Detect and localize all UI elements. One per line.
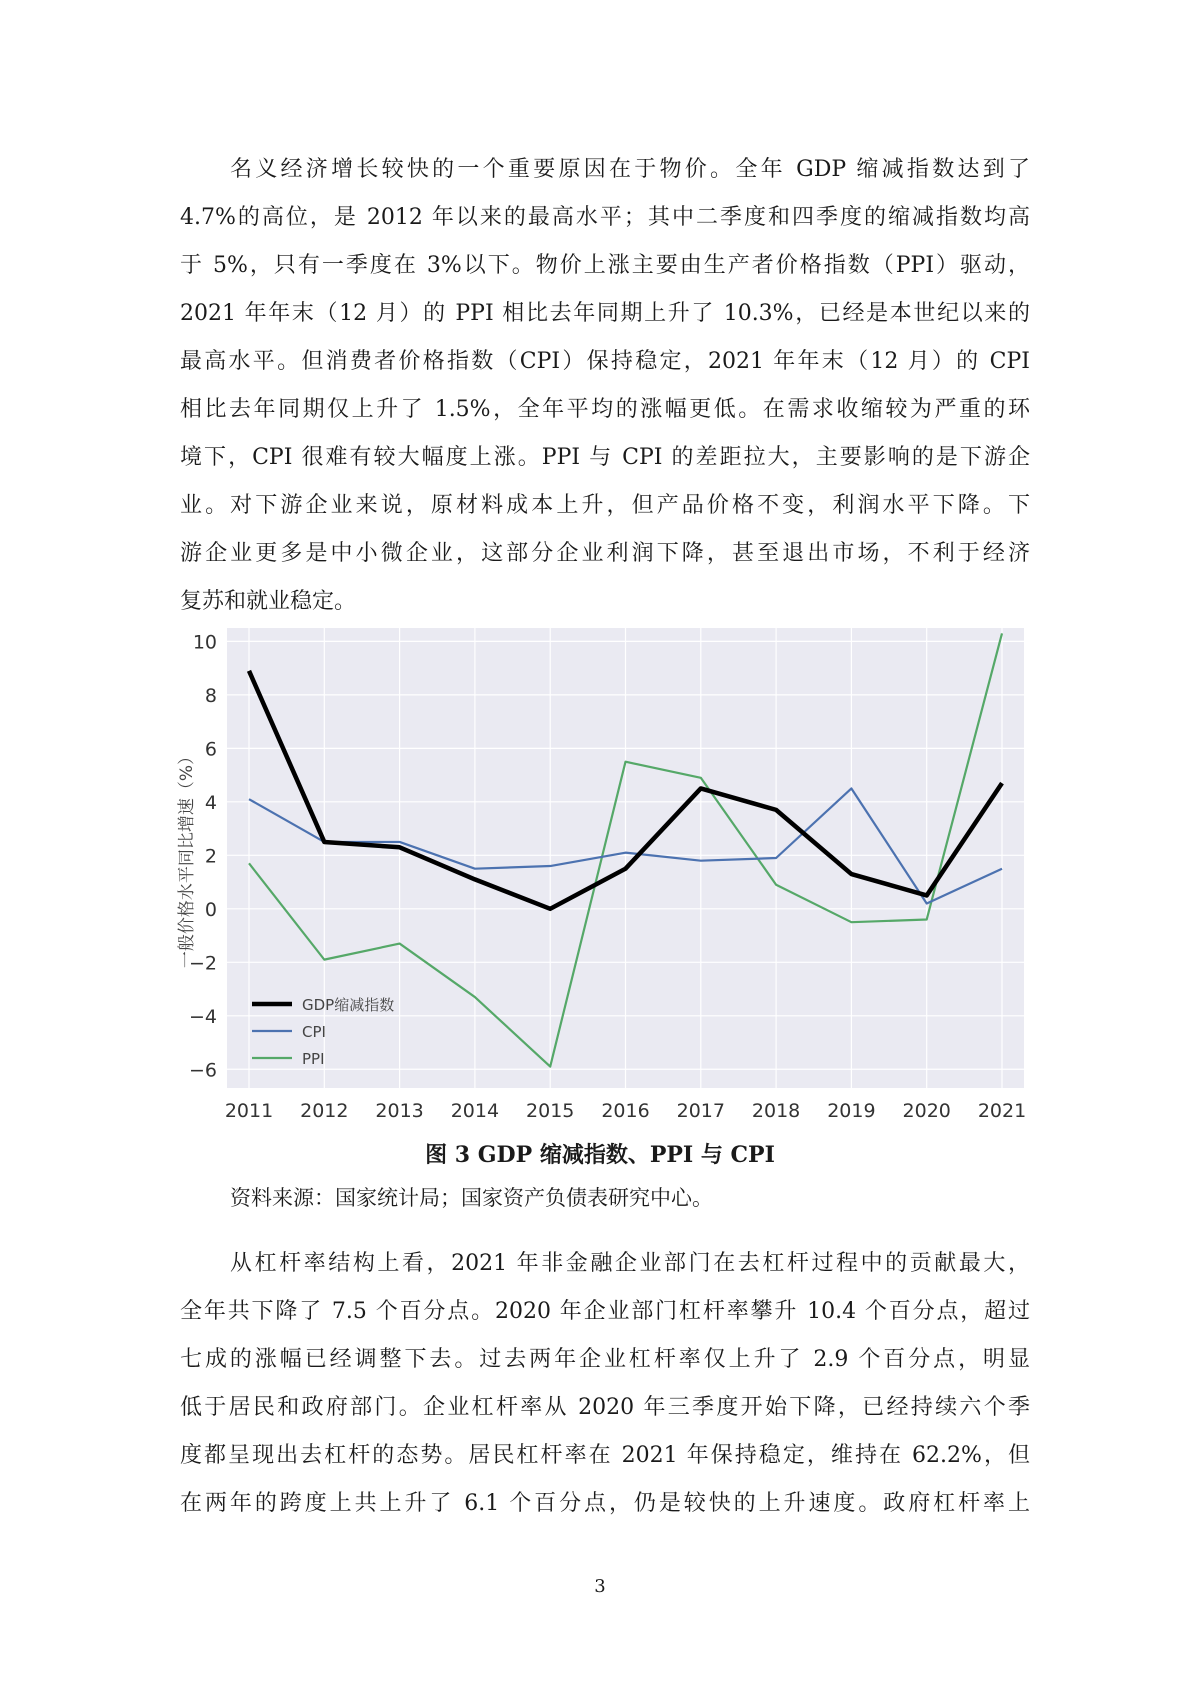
paragraph-leverage xyxy=(180,1240,1030,1528)
x-tick-label: 2019 xyxy=(827,1100,876,1118)
paragraph-line: 复苏和就业稳定。 xyxy=(180,589,357,614)
x-tick-label: 2020 xyxy=(902,1100,951,1118)
paragraph-line: 全年共下降了 7.5 个百分点。2020 年企业部门杠杆率攀升 10.4 个百分点，超过 xyxy=(180,1299,1030,1324)
x-tick-label: 2017 xyxy=(676,1100,725,1118)
legend-label: CPI xyxy=(302,1023,326,1041)
x-tick-label: 2021 xyxy=(977,1100,1027,1118)
y-tick-label: 6 xyxy=(204,738,217,761)
x-tick-label: 2014 xyxy=(450,1100,500,1118)
y-axis-label: 一般价格水平同比增速（%） xyxy=(177,747,197,969)
y-tick-label: 0 xyxy=(204,898,217,921)
y-tick-label: 2 xyxy=(204,845,217,868)
x-tick-label: 2018 xyxy=(751,1100,801,1118)
paragraph-line: 在两年的跨度上共上升了 6.1 个百分点，仍是较快的上升速度。政府杠杆率上 xyxy=(180,1491,1030,1516)
paragraph-line: 名义经济增长较快的一个重要原因在于物价。全年 GDP 缩减指数达到了 xyxy=(230,157,1030,182)
paragraph-line: 从杠杆率结构上看，2021 年非金融企业部门在去杠杆过程中的贡献最大， xyxy=(230,1251,1030,1276)
paragraph-line: 最高水平。但消费者价格指数（CPI）保持稳定，2021 年年末（12 月）的 CPI xyxy=(180,349,1030,374)
y-tick-label: 10 xyxy=(192,631,217,654)
line-chart xyxy=(172,618,1034,1118)
paragraph-line: 游企业更多是中小微企业，这部分企业利润下降，甚至退出市场，不利于经济 xyxy=(180,541,1030,566)
legend-label: GDP缩减指数 xyxy=(302,996,395,1014)
x-tick-label: 2016 xyxy=(601,1100,650,1118)
paragraph-line: 低于居民和政府部门。企业杠杆率从 2020 年三季度开始下降，已经持续六个季 xyxy=(180,1395,1030,1420)
x-tick-label: 2013 xyxy=(375,1100,424,1118)
y-tick-label: −4 xyxy=(188,1005,217,1028)
page-number: 3 xyxy=(594,1576,606,1597)
x-tick-label: 2015 xyxy=(526,1100,575,1118)
paragraph-line: 于 5%，只有一季度在 3%以下。物价上涨主要由生产者价格指数（PPI）驱动， xyxy=(180,253,1030,278)
figure-caption: 图 3 GDP 缩减指数、PPI 与 CPI xyxy=(425,1142,775,1168)
y-tick-label: −6 xyxy=(188,1059,217,1082)
paragraph-line: 七成的涨幅已经调整下去。过去两年企业杠杆率仅上升了 2.9 个百分点，明显 xyxy=(180,1347,1030,1372)
x-axis-ticks xyxy=(225,1100,1026,1118)
x-tick-label: 2011 xyxy=(224,1100,274,1118)
legend-label: PPI xyxy=(302,1050,325,1068)
paragraph-line: 业。对下游企业来说，原材料成本上升，但产品价格不变，利润水平下降。下 xyxy=(180,493,1030,518)
y-tick-label: 8 xyxy=(204,684,217,707)
paragraph-line: 度都呈现出去杠杆的态势。居民杠杆率在 2021 年保持稳定，维持在 62.2%，但 xyxy=(180,1443,1030,1468)
paragraph-line: 4.7%的高位，是 2012 年以来的最高水平；其中二季度和四季度的缩减指数均高 xyxy=(180,205,1030,230)
y-tick-label: 4 xyxy=(204,791,217,814)
paragraph-line: 相比去年同期仅上升了 1.5%，全年平均的涨幅更低。在需求收缩较为严重的环 xyxy=(180,397,1030,422)
paragraph-line: 境下，CPI 很难有较大幅度上涨。PPI 与 CPI 的差距拉大，主要影响的是下游企 xyxy=(180,445,1030,470)
y-tick-label: −2 xyxy=(188,952,217,975)
paragraph-line: 2021 年年末（12 月）的 PPI 相比去年同期上升了 10.3%，已经是本世纪以来的 xyxy=(180,301,1030,326)
x-tick-label: 2012 xyxy=(300,1100,349,1118)
paragraph-price xyxy=(180,146,1030,626)
figure-source: 资料来源：国家统计局；国家资产负债表研究中心。 xyxy=(230,1186,713,1210)
